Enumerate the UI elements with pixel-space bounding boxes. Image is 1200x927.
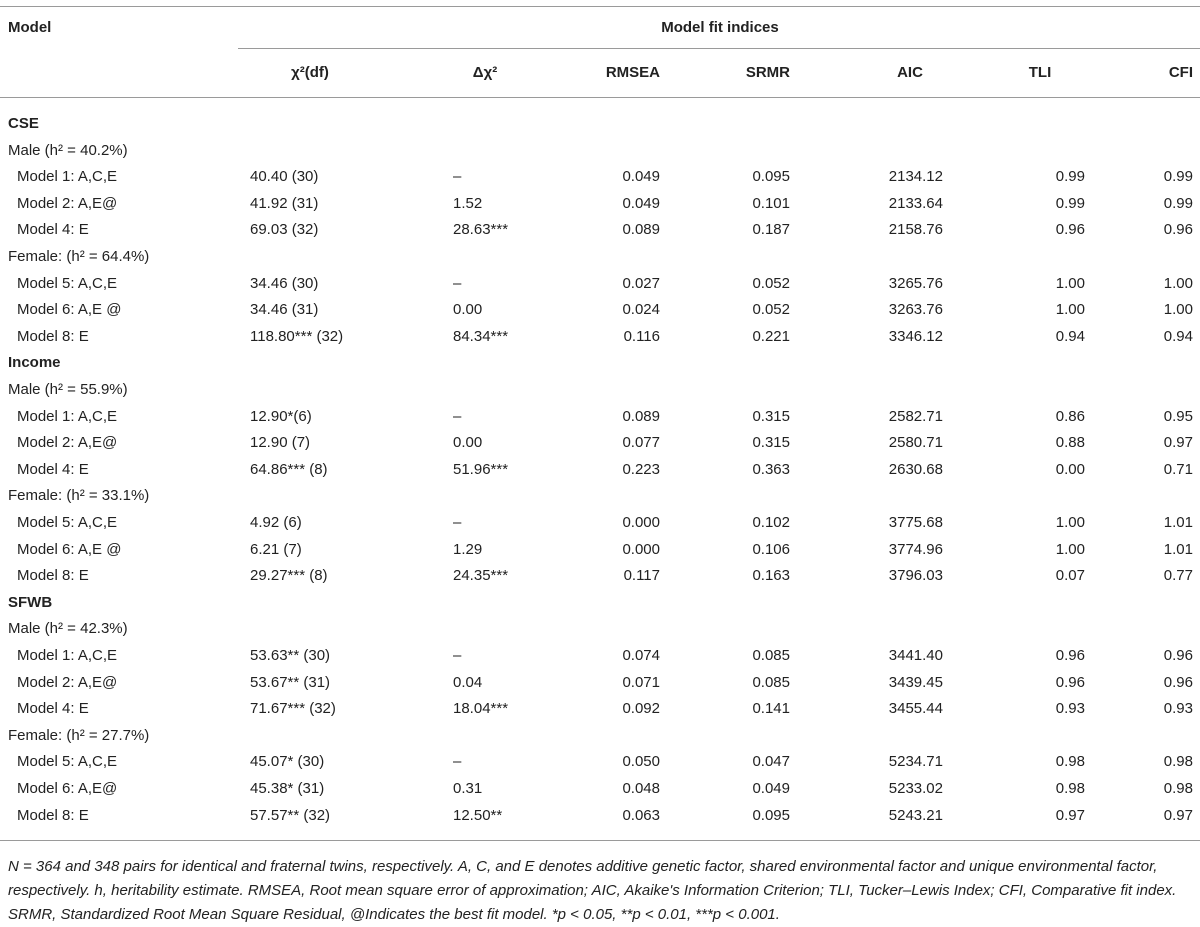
cell-chi2: 71.67*** (32) xyxy=(250,700,336,717)
bottom-rule xyxy=(0,840,1200,841)
cell-aic: 3439.45 xyxy=(888,674,943,691)
group-label: Male (h² = 40.2%) xyxy=(8,142,128,159)
cell-cfi: 0.96 xyxy=(1163,647,1193,664)
cell-aic: 3796.03 xyxy=(888,567,943,584)
cell-cfi: 0.71 xyxy=(1163,461,1193,478)
cell-rmsea: 0.071 xyxy=(622,674,660,691)
cell-rmsea: 0.027 xyxy=(622,275,660,292)
group-label: Female: (h² = 64.4%) xyxy=(8,248,150,265)
row-model: Model 8: E xyxy=(17,807,89,824)
row-model: Model 1: A,C,E xyxy=(17,647,118,664)
cell-rmsea: 0.050 xyxy=(622,753,660,770)
cell-cfi: 0.98 xyxy=(1163,780,1193,797)
cell-aic: 2580.71 xyxy=(888,434,943,451)
cell-cfi: 0.98 xyxy=(1163,753,1193,770)
cell-aic: 3263.76 xyxy=(888,301,943,318)
header-rmsea: RMSEA xyxy=(605,64,660,81)
cell-rmsea: 0.077 xyxy=(622,434,660,451)
cell-chi2: 118.80*** (32) xyxy=(250,328,344,345)
cell-dchi2: 0.00 xyxy=(453,301,483,318)
cell-dchi2: 1.29 xyxy=(453,541,483,558)
header-cfi: CFI xyxy=(1168,64,1193,81)
section-label: SFWB xyxy=(8,594,53,611)
cell-dchi2: 12.50** xyxy=(453,807,503,824)
cell-srmr: 0.363 xyxy=(752,461,790,478)
cell-cfi: 0.99 xyxy=(1163,168,1193,185)
cell-dchi2: 1.52 xyxy=(453,195,483,212)
cell-aic: 2582.71 xyxy=(888,408,943,425)
cell-srmr: 0.163 xyxy=(752,567,790,584)
cell-tli: 1.00 xyxy=(1055,301,1085,318)
cell-srmr: 0.315 xyxy=(752,434,790,451)
row-model: Model 4: E xyxy=(17,700,89,717)
cell-chi2: 64.86*** (8) xyxy=(250,461,328,478)
cell-cfi: 0.97 xyxy=(1163,434,1193,451)
header-aic: AIC xyxy=(897,64,923,81)
cell-tli: 0.00 xyxy=(1055,461,1085,478)
row-model: Model 5: A,C,E xyxy=(17,514,118,531)
cell-srmr: 0.187 xyxy=(752,221,790,238)
cell-srmr: 0.141 xyxy=(752,700,790,717)
cell-srmr: 0.085 xyxy=(752,647,790,664)
cell-srmr: 0.049 xyxy=(752,780,790,797)
cell-dchi2: – xyxy=(453,647,462,664)
header-bottom-rule xyxy=(0,97,1200,98)
row-model: Model 1: A,C,E xyxy=(17,168,118,185)
cell-srmr: 0.101 xyxy=(752,195,790,212)
header-tli: TLI xyxy=(1028,64,1052,81)
header-delta-chi2: Δχ² xyxy=(472,64,498,81)
cell-aic: 2158.76 xyxy=(888,221,943,238)
row-model: Model 4: E xyxy=(17,221,89,238)
cell-aic: 2630.68 xyxy=(888,461,943,478)
cell-aic: 5234.71 xyxy=(888,753,943,770)
cell-srmr: 0.052 xyxy=(752,275,790,292)
cell-srmr: 0.095 xyxy=(752,168,790,185)
cell-srmr: 0.085 xyxy=(752,674,790,691)
cell-srmr: 0.095 xyxy=(752,807,790,824)
group-label: Female: (h² = 33.1%) xyxy=(8,487,150,504)
cell-aic: 2134.12 xyxy=(888,168,943,185)
cell-cfi: 0.93 xyxy=(1163,700,1193,717)
row-model: Model 2: A,E@ xyxy=(17,674,118,691)
cell-cfi: 0.96 xyxy=(1163,221,1193,238)
header-model: Model xyxy=(8,19,52,36)
cell-chi2: 53.67** (31) xyxy=(250,674,331,691)
header-chi2: χ²(df) xyxy=(291,64,329,81)
cell-aic: 5233.02 xyxy=(888,780,943,797)
cell-tli: 0.98 xyxy=(1055,753,1085,770)
cell-cfi: 0.95 xyxy=(1163,408,1193,425)
row-model: Model 4: E xyxy=(17,461,89,478)
cell-dchi2: 24.35*** xyxy=(453,567,509,584)
cell-dchi2: 84.34*** xyxy=(453,328,509,345)
cell-dchi2: – xyxy=(453,514,462,531)
cell-tli: 0.88 xyxy=(1055,434,1085,451)
cell-chi2: 57.57** (32) xyxy=(250,807,331,824)
row-model: Model 1: A,C,E xyxy=(17,408,118,425)
cell-chi2: 40.40 (30) xyxy=(250,168,319,185)
cell-rmsea: 0.089 xyxy=(622,408,660,425)
cell-aic: 3346.12 xyxy=(888,328,943,345)
cell-tli: 1.00 xyxy=(1055,275,1085,292)
row-model: Model 2: A,E@ xyxy=(17,434,118,451)
cell-dchi2: 0.31 xyxy=(453,780,483,797)
cell-dchi2: 28.63*** xyxy=(453,221,509,238)
cell-chi2: 12.90 (7) xyxy=(250,434,311,451)
cell-tli: 0.96 xyxy=(1055,221,1085,238)
cell-chi2: 4.92 (6) xyxy=(250,514,302,531)
row-model: Model 6: A,E@ xyxy=(17,780,118,797)
cell-rmsea: 0.049 xyxy=(622,168,660,185)
cell-rmsea: 0.049 xyxy=(622,195,660,212)
row-model: Model 5: A,C,E xyxy=(17,753,118,770)
cell-rmsea: 0.024 xyxy=(622,301,660,318)
cell-aic: 3775.68 xyxy=(888,514,943,531)
cell-rmsea: 0.089 xyxy=(622,221,660,238)
row-model: Model 2: A,E@ xyxy=(17,195,118,212)
section-label: Income xyxy=(8,354,61,371)
cell-cfi: 1.00 xyxy=(1163,275,1193,292)
cell-tli: 0.99 xyxy=(1055,168,1085,185)
cell-dchi2: – xyxy=(453,168,462,185)
cell-rmsea: 0.000 xyxy=(622,514,660,531)
cell-dchi2: 18.04*** xyxy=(453,700,509,717)
cell-aic: 3774.96 xyxy=(888,541,943,558)
cell-aic: 2133.64 xyxy=(888,195,943,212)
cell-tli: 0.94 xyxy=(1055,328,1085,345)
cell-chi2: 53.63** (30) xyxy=(250,647,331,664)
cell-aic: 5243.21 xyxy=(888,807,943,824)
cell-dchi2: 51.96*** xyxy=(453,461,509,478)
cell-cfi: 0.77 xyxy=(1163,567,1193,584)
cell-cfi: 0.96 xyxy=(1163,674,1193,691)
table-footnote: N = 364 and 348 pairs for identical and fraternal twins, respectively. A, C, and E denotes additive genetic factor, shared environmental factor and unique environmental factor, respectively. h, heritability estimate. RMSEA, Root mean square error of approximation; AIC, Akaike's Information Criterion; TLI, Tucker–Lewis Index; CFI, Comparative fit index. SRMR, Standardized Root Mean Square Residual, @Indicates the best fit model. *p < 0.05, **p < 0.01, ***p < 0.001. xyxy=(8,858,1177,923)
cell-chi2: 41.92 (31) xyxy=(250,195,319,212)
cell-tli: 1.00 xyxy=(1055,514,1085,531)
row-model: Model 5: A,C,E xyxy=(17,275,118,292)
cell-rmsea: 0.074 xyxy=(622,647,660,664)
cell-cfi: 1.01 xyxy=(1163,541,1193,558)
cell-srmr: 0.047 xyxy=(752,753,790,770)
cell-tli: 0.07 xyxy=(1055,567,1085,584)
cell-rmsea: 0.000 xyxy=(622,541,660,558)
cell-tli: 0.99 xyxy=(1055,195,1085,212)
cell-chi2: 12.90*(6) xyxy=(250,408,312,425)
cell-tli: 0.86 xyxy=(1055,408,1085,425)
cell-srmr: 0.102 xyxy=(752,514,790,531)
cell-rmsea: 0.092 xyxy=(622,700,660,717)
cell-dchi2: – xyxy=(453,408,462,425)
cell-dchi2: 0.04 xyxy=(453,674,483,691)
row-model: Model 8: E xyxy=(17,567,89,584)
cell-rmsea: 0.048 xyxy=(622,780,660,797)
cell-cfi: 0.97 xyxy=(1163,807,1193,824)
group-label: Male (h² = 55.9%) xyxy=(8,381,128,398)
cell-dchi2: 0.00 xyxy=(453,434,483,451)
cell-dchi2: – xyxy=(453,753,462,770)
top-rule xyxy=(0,6,1200,7)
cell-rmsea: 0.116 xyxy=(623,328,660,345)
cell-tli: 0.93 xyxy=(1055,700,1085,717)
group-label: Female: (h² = 27.7%) xyxy=(8,727,150,744)
cell-chi2: 69.03 (32) xyxy=(250,221,319,238)
cell-tli: 1.00 xyxy=(1055,541,1085,558)
cell-rmsea: 0.117 xyxy=(623,567,660,584)
cell-chi2: 45.07* (30) xyxy=(250,753,325,770)
cell-cfi: 1.00 xyxy=(1163,301,1193,318)
cell-srmr: 0.106 xyxy=(752,541,790,558)
cell-cfi: 1.01 xyxy=(1163,514,1193,531)
cell-tli: 0.97 xyxy=(1055,807,1085,824)
group-label: Male (h² = 42.3%) xyxy=(8,620,128,637)
cell-aic: 3441.40 xyxy=(888,647,943,664)
cell-cfi: 0.94 xyxy=(1163,328,1193,345)
cell-chi2: 34.46 (30) xyxy=(250,275,319,292)
cell-srmr: 0.221 xyxy=(752,328,790,345)
row-model: Model 6: A,E @ xyxy=(17,541,122,558)
cell-dchi2: – xyxy=(453,275,462,292)
section-label: CSE xyxy=(8,115,39,132)
row-model: Model 8: E xyxy=(17,328,89,345)
header-model-fit-indices: Model fit indices xyxy=(661,19,779,36)
cell-srmr: 0.052 xyxy=(752,301,790,318)
cell-cfi: 0.99 xyxy=(1163,195,1193,212)
header-sub-rule xyxy=(238,48,1200,49)
cell-chi2: 34.46 (31) xyxy=(250,301,319,318)
row-model: Model 6: A,E @ xyxy=(17,301,122,318)
cell-aic: 3455.44 xyxy=(888,700,943,717)
header-srmr: SRMR xyxy=(745,64,790,81)
cell-chi2: 45.38* (31) xyxy=(250,780,325,797)
cell-rmsea: 0.063 xyxy=(622,807,660,824)
cell-tli: 0.96 xyxy=(1055,674,1085,691)
cell-srmr: 0.315 xyxy=(752,408,790,425)
cell-aic: 3265.76 xyxy=(888,275,943,292)
cell-chi2: 6.21 (7) xyxy=(250,541,302,558)
cell-rmsea: 0.223 xyxy=(622,461,660,478)
cell-tli: 0.96 xyxy=(1055,647,1085,664)
cell-tli: 0.98 xyxy=(1055,780,1085,797)
cell-chi2: 29.27*** (8) xyxy=(250,567,328,584)
